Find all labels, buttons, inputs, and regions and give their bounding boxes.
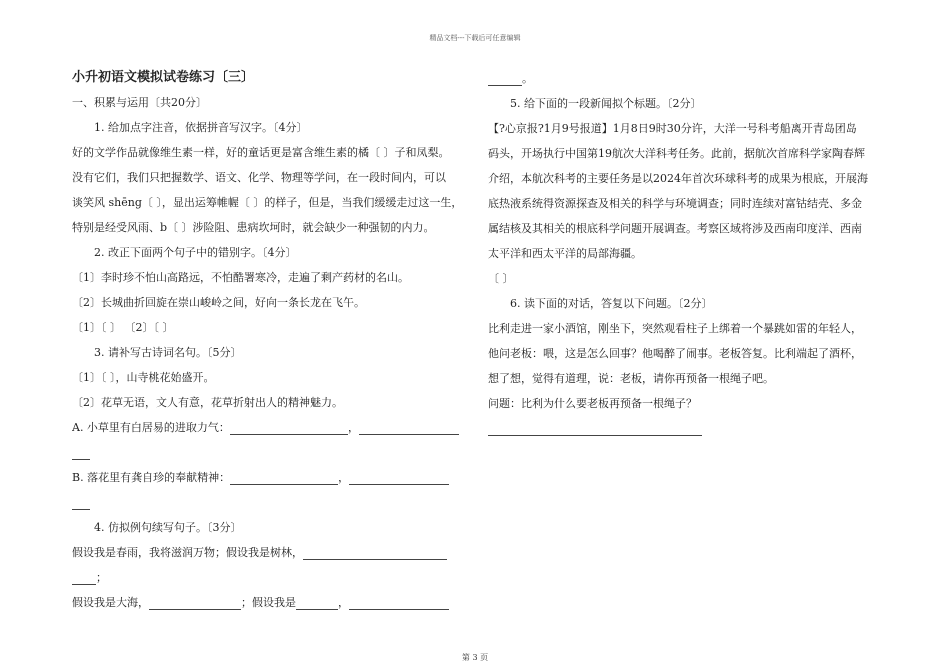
question-3-b: B. 落花里有龚自珍的奉献精神： ， [72, 465, 462, 490]
answer-blank[interactable] [303, 547, 447, 560]
question-2-answers: 〔1〕〔 〕 〔2〕〔 〕 [72, 321, 174, 334]
news-text-line: 【?心京报?1月9号报道】1月8日9时30分许，大洋一号科考船离开青岛团岛 [488, 122, 857, 135]
news-text-line: 属结核及其相关的根底科学问题开展调查。考察区域将涉及西南印度洋、西南 [488, 222, 862, 235]
question-3-title: 3. 请补写古诗词名句。〔5分〕 [94, 346, 242, 359]
answer-blank[interactable] [349, 472, 449, 485]
answer-blank[interactable] [359, 422, 459, 435]
question-6-answer-line [488, 416, 878, 441]
question-5-title: 5. 给下面的一段新闻拟个标题。〔2分〕 [510, 97, 702, 110]
question-1-text-line: 谈笑风 shēng〔 〕，显出运筹帷幄〔 〕的样子，但是，当我们缓缓走过这一生， [72, 196, 462, 209]
question-6-title: 6. 读下面的对话，答复以下问题。〔2分〕 [510, 297, 713, 310]
question-4-line-1 [72, 540, 462, 565]
news-text-line: 介绍，本航次科考的主要任务是以2024年首次环球科考的成果为根底，开展海 [488, 172, 868, 185]
question-1-text-line: 特别是经受风雨、b〔 〕涉险阻、患病坎坷时，就会缺少一种强韧的内力。 [72, 221, 435, 234]
page-number: 第 3 页 [461, 653, 489, 662]
answer-blank[interactable] [72, 497, 90, 510]
news-text-line: 码头，开场执行中国第19航次大洋科考任务。此前，据航次首席科学家陶春辉 [488, 147, 865, 160]
continuation-blank [72, 490, 462, 515]
question-4-title: 4. 仿拟例句续写句子。〔3分〕 [94, 521, 242, 534]
question-3-item-2: 〔2〕花草无语，文人有意，花草折射出人的精神魅力。 [72, 396, 343, 409]
question-5-answer: 〔 〕 [488, 272, 514, 285]
left-column [72, 66, 462, 615]
answer-blank[interactable] [488, 73, 522, 86]
answer-blank[interactable] [230, 472, 338, 485]
continuation-period: 。 [522, 72, 533, 85]
question-3-a: A. 小草里有白居易的进取力气： ， [72, 415, 462, 440]
news-text-line: 底热液系统得资源探查及相关的科学与环境调查；同时连续对富钴结壳、多金 [488, 197, 862, 210]
answer-blank[interactable] [72, 572, 96, 585]
exam-title: 小升初语文模拟试卷练习〔三〕 [72, 70, 255, 85]
right-column [488, 66, 878, 441]
question-6-prompt: 问题：比利为什么要老板再预备一根绳子？ [488, 397, 697, 410]
question-2-title: 2. 改正下面两个句子中的错别字。〔4分〕 [94, 246, 297, 259]
question-4-line-2: 假设我是大海， ；假设我是 ， [72, 590, 462, 615]
question-3-a-text: A. 小草里有白居易的进取力气： [72, 421, 230, 434]
question-1-text-line: 好的文学作品就像维生素一样，好的童话更是富含维生素的橘〔 〕子和凤梨。 [72, 146, 450, 159]
page-header: 精品文档---下载后可任意编辑 [429, 34, 521, 42]
question-1-text-line: 没有它们，我们只把握数学、语文、化学、物理等学问，在一段时间内，可以 [72, 171, 446, 184]
dialogue-text-line: 他问老板：喂，这是怎么回事？他喝醉了闹事。老板答复。比利端起了酒杯， [488, 347, 862, 360]
continuation-line [488, 66, 878, 91]
question-2-sentence-1: 〔1〕李时珍不怕山高路远，不怕酷署寒冷，走遍了剩产药材的名山。 [72, 271, 409, 284]
dialogue-text-line: 比利走进一家小酒馆，刚坐下，突然观看柱子上绑着一个暴跳如雷的年轻人， [488, 322, 862, 335]
question-4-text: 假设我是春雨，我将滋润万物；假设我是树林， [72, 546, 303, 559]
question-3-item-1: 〔1〕〔 〕，山寺桃花始盛开。 [72, 371, 215, 384]
question-4-text: ；假设我是 [241, 596, 296, 609]
dialogue-text-line: 想了想，觉得有道理，说：老板，请你再预备一根绳子吧。 [488, 372, 774, 385]
answer-blank[interactable] [72, 447, 90, 460]
answer-blank[interactable] [230, 422, 348, 435]
answer-blank[interactable] [149, 597, 241, 610]
answer-blank[interactable] [488, 423, 702, 436]
question-1-title: 1. 给加点字注音，依据拼音写汉字。〔4分〕 [94, 121, 308, 134]
continuation-blank: ； [72, 565, 462, 590]
answer-blank[interactable] [349, 597, 449, 610]
question-2-sentence-2: 〔2〕长城曲折回旋在崇山峻岭之间，好向一条长龙在飞午。 [72, 296, 365, 309]
section-heading: 一、积累与运用〔共20分〕 [72, 96, 207, 109]
question-3-b-text: B. 落花里有龚自珍的奉献精神： [72, 471, 231, 484]
news-text-line: 太平洋和西太平洋的局部海疆。 [488, 247, 642, 260]
answer-blank[interactable] [296, 597, 338, 610]
continuation-blank [72, 440, 462, 465]
question-4-text: 假设我是大海， [72, 596, 149, 609]
